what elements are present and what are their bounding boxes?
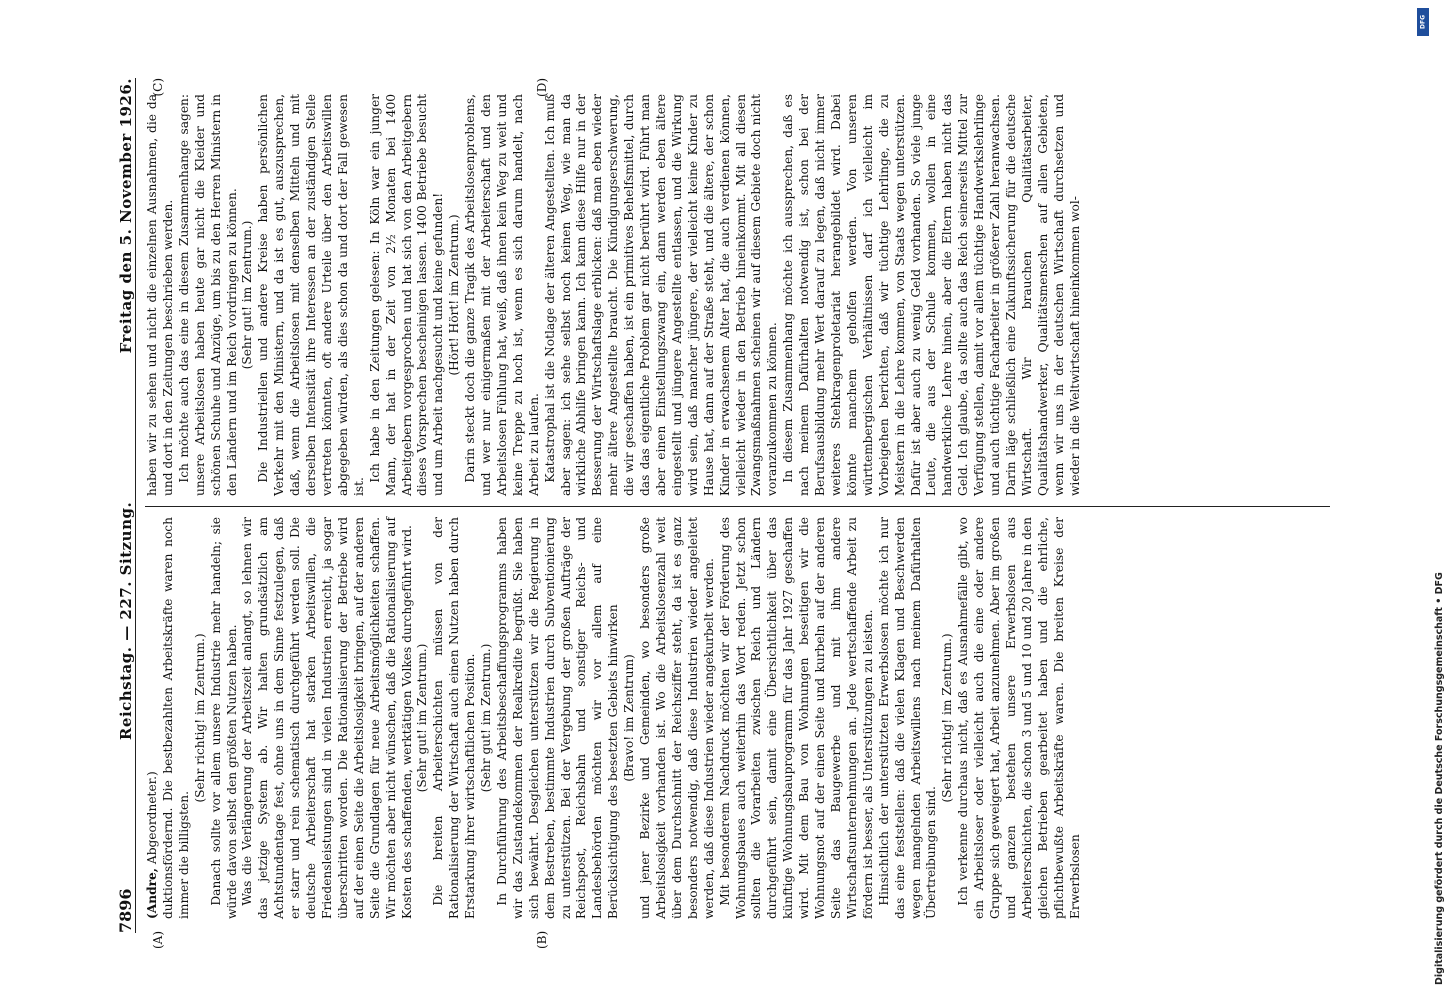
margin-mark-a: (A) <box>151 930 165 949</box>
margin-mark-b: (B) <box>535 930 549 949</box>
interjection: (Sehr richtig! im Zentrum.) <box>192 633 207 803</box>
paragraph: In diesem Zusammenhang möchte ich aussprechen, daß es nach meinem Dafürhalten notwendig ist, schon bei der Berufsausbildung mehr Wert darauf zu legen, daß nicht immer weiteres Stehkragenproletariat herangebildet wird. Dabei könnte manchem geholfen werden. Von unseren württembergischen Verhältnissen darf ich vielleicht im Vorbeigehen berichten, daß wir tüchtige Lehrlinge, die zu Meistern in die Lehre kommen, von Staats wegen unterstützen. Dafür ist aber auch zu wenig Geld vorhanden. So viele junge Leute, die aus der Schule kommen, wollen in eine handwerkliche Lehre hinein, aber die Eltern haben nicht das Geld. Ich glaube, da sollte auch das Reich seinerseits Mittel zur Verfügung stellen, damit vor allem tüchtige Handwerkslehrlinge und auch tüchtige Facharbeiter in größerer Zahl heranwachsen. Darin läge schließlich eine Zukunftssicherung für die deutsche Wirtschaft. Wir brauchen Qualitätsarbeiter, Qualitätshandwerker, Qualitätsmenschen auf allen Gebieten, wenn wir uns in der deutschen Wirtschaft durchsetzen und wieder in die Weltwirtschaft hineinkommen wol- <box>781 94 1082 496</box>
paragraph: Katastrophal ist die Notlage der älteren Angestellten. Ich muß aber sagen: ich sehe selbst noch keinen Weg, wie man da wirkliche Abhilfe bringen kann. Ich kann diese Hilfe nur in der Besserung der Wirtschaftslage erblicken: daß man eben wieder mehr ältere Angestellte braucht. Die Kündigungserschwerung, die wir geschaffen haben, ist ein primitives Behelfsmittel, durch das das eigentliche Problem gar nicht berührt wird. Führt man aber einen Einstellungszwang ein, dann werden eben ältere eingestellt und jüngere Angestellte entlassen, und die Wirkung wird sein, daß mancher jüngere, der vielleicht keine Kinder zu Hause hat, dann auf der Straße steht, und die ältere, der schon Kinder in erwachsenem Alter hat, die auch verdienen können, vielleicht wieder in den Betrieb hineinkommt. Mit all diesen Zwangsmaßnahmen scheinen wir auf diesem Gebiete doch nicht voranzukommen zu können. <box>542 94 780 496</box>
interjection: (Sehr gut! im Zentrum.) <box>240 220 255 370</box>
paragraph: Darin steckt doch die ganze Tragik des Arbeitslosenproblems, und wer nur einigermaßen mit der Arbeiterschaft und den Arbeitslosen Fühlung hat, weiß, daß ihnen kein Weg zu weit und keine Treppe zu hoch ist, wenn es sich darum handelt, nach Arbeit zu laufen. <box>463 94 541 496</box>
paragraph: In Durchführung des Arbeitsbeschaffungsprogramms haben wir das Zustandekommen der Realkredite begrüßt. Sie haben sich bewährt. Desgleichen unterstützen wir die Regierung in dem Bestreben, bestimmte Industrien durch Subventionierung zu unterstützen. Bei der Vergebung der großen Aufträge der Reichspost, Reichsbahn und sonstiger Reichs- und Landesbehörden möchten wir vor allem auf eine Berücksichtigung des besetzten Gebiets hinwirken <box>494 517 621 919</box>
paragraph: Was die Verlängerung der Arbeitszeit anlangt, so lehnen wir das jetzige System ab. Wir halten grundsätzlich am Achtstundentage fest, ohne uns in dem Sinne festzulegen, daß er starr und rein schematisch durchgeführt werden soll. Die deutsche Arbeiterschaft hat starken Arbeitswillen, die Friedensleistungen sind in vielen Industrien erreicht, ja sogar überschritten worden. Die Rationalisierung der Betriebe wird auf der einen Seite die Arbeitslosigkeit bringen, auf der anderen Seite die Grundlagen für neue Arbeitsmöglichkeiten schaffen. Wir möchten aber nicht wünschen, daß die Rationalisierung auf Kosten des schaffenden, werktätigen Volkes durchgeführt wird. <box>240 517 414 919</box>
funding-note-text: Digitalisierung gefördert durch die Deutsche Forschungsgemeinschaft • DFG <box>1434 572 1445 985</box>
interjection: (Sehr gut! im Zentrum.) <box>479 643 494 793</box>
svg-text:DFG: DFG <box>1419 14 1427 30</box>
paragraph: Ich habe in den Zeitungen gelesen: In Köln war ein junger Mann, der hat in der Zeit von 2½ Monaten bei 1400 Arbeitgebern vorgesprochen und hat sich von den Arbeitgebern dieses Vorsprechen bescheinigen lassen. 1400 Betriebe besucht und um Arbeit nachgesucht und keine gefunden! <box>367 94 446 496</box>
header-right-title: Freitag den 5. November 1926. <box>117 78 135 354</box>
paragraph: Danach sollte vor allem unsere Industrie mehr handeln; sie würde davon selbst den größten Nutzen haben. <box>208 517 239 919</box>
rotated-page <box>105 78 1330 949</box>
paragraph: Die breiten Arbeiterschichten müssen von der Rationalisierung der Wirtschaft auch einen Nutzen haben durch Erstarkung ihrer wirtschaftlichen Position. <box>431 517 478 919</box>
paragraph: Mit besonderem Nachdruck möchten wir der Förderung des Wohnungsbaues auch weiterhin das Wort reden. Jetzt schon sollten die Vorarbeiten zwischen Reich und Ländern durchgeführt sein, damit eine Übersichtlichkeit über das künftige Wohnungsbauprogramm für das Jahr 1927 geschaffen wird. Mit dem Bau von Wohnungen beseitigen wir die Wohnungsnot auf der einen Seite und kurbeln auf der anderen Seite das Baugewerbe und mit ihm andere Wirtschaftsunternehmungen an. Jede wertschaffende Arbeit zu fördern ist besser, als Unterstützungen zu leisten. <box>717 517 875 919</box>
paragraph: duktionsfördernd. Die bestbezahlten Arbeitskräfte waren noch immer die billigsten. <box>160 517 191 919</box>
paragraph: Hinsichtlich der unterstützten Erwerbslosen möchte ich nur das eine feststellen: daß die vielen Klagen und Beschwerden wegen mangelnden Arbeitswillens nach meinem Dafürhalten Übertreibungen sind. <box>876 517 939 919</box>
margin-mark-d: (D) <box>535 78 549 97</box>
speaker-line <box>145 517 161 919</box>
interjection: (Hört! Hört! im Zentrum.) <box>447 214 462 376</box>
interjection: (Sehr richtig! im Zentrum.) <box>940 633 955 803</box>
funding-side-note <box>1404 0 1445 1000</box>
left-column <box>145 507 1330 949</box>
speaker-label: (Andre, <box>145 867 159 919</box>
paragraph: Ich verkenne durchaus nicht, daß es Ausnahmefälle gibt, wo ein Arbeitsloser oder vielleicht auch die eine oder andere Gruppe sich geweigert hat, Arbeit anzunehmen. Aber im großen und ganzen bestehen unsere Erwerbslosen aus Arbeiterschichten, die schon 3 und 5 und 10 und 20 Jahre in den gleichen Betrieben gearbeitet haben und die ehrliche, pflichtbewußte Arbeitskräfte waren. Die breiten Kreise der Erwerbslosen <box>956 517 1082 919</box>
paragraph: haben wir zu sehen und nicht die einzelnen Ausnahmen, die da und dort in den Zeitungen beschrieben werden. <box>145 94 175 496</box>
paragraph: Die Industriellen und andere Kreise haben persönlichen Verkehr mit den Ministern, und da ist es gut, auszusprechen, daß, wenn die Arbeitslosen mit denselben Mitteln und mit derselben Intensität ihre Interessen an der zuständigen Stelle vertreten könnten, oft andere Urteile über den Arbeitswillen abgegeben würden, als dies schon da und dort der Fall gewesen ist. <box>256 94 366 496</box>
paragraph: und jener Bezirke und Gemeinden, wo besonders große Arbeitslosigkeit vorhanden ist. Wo die Arbeitslosenzahl weit über dem Durchschnitt der Reichsziffer steht, da ist es ganz besonders notwendig, daß diese Industrien wieder angeleitet werden, daß diese Industrien wieder angekurbelt werden. <box>638 517 716 919</box>
dfg-logo-icon <box>1417 8 1429 36</box>
margin-mark-c: (C) <box>151 78 165 97</box>
interjection: (Bravo! im Zentrum) <box>622 654 637 782</box>
speaker-role: Abgeordneter.) <box>145 771 159 865</box>
page-number: 7896 <box>116 888 135 933</box>
page-header <box>105 78 136 933</box>
header-left-title: Reichstag. — 227. Sitzung. <box>117 501 135 741</box>
right-column <box>145 78 1330 507</box>
paragraph: Ich möchte auch das eine in diesem Zusammenhange sagen: unsere Arbeitslosen haben heute gar nicht die Kleider und schönen Schuhe und Anzüge, um bis zu den Herren Ministern in den Ländern und im Reich vordringen zu können. <box>176 94 239 496</box>
text-columns <box>145 78 1330 949</box>
interjection: (Sehr gut! im Zentrum.) <box>415 643 430 793</box>
